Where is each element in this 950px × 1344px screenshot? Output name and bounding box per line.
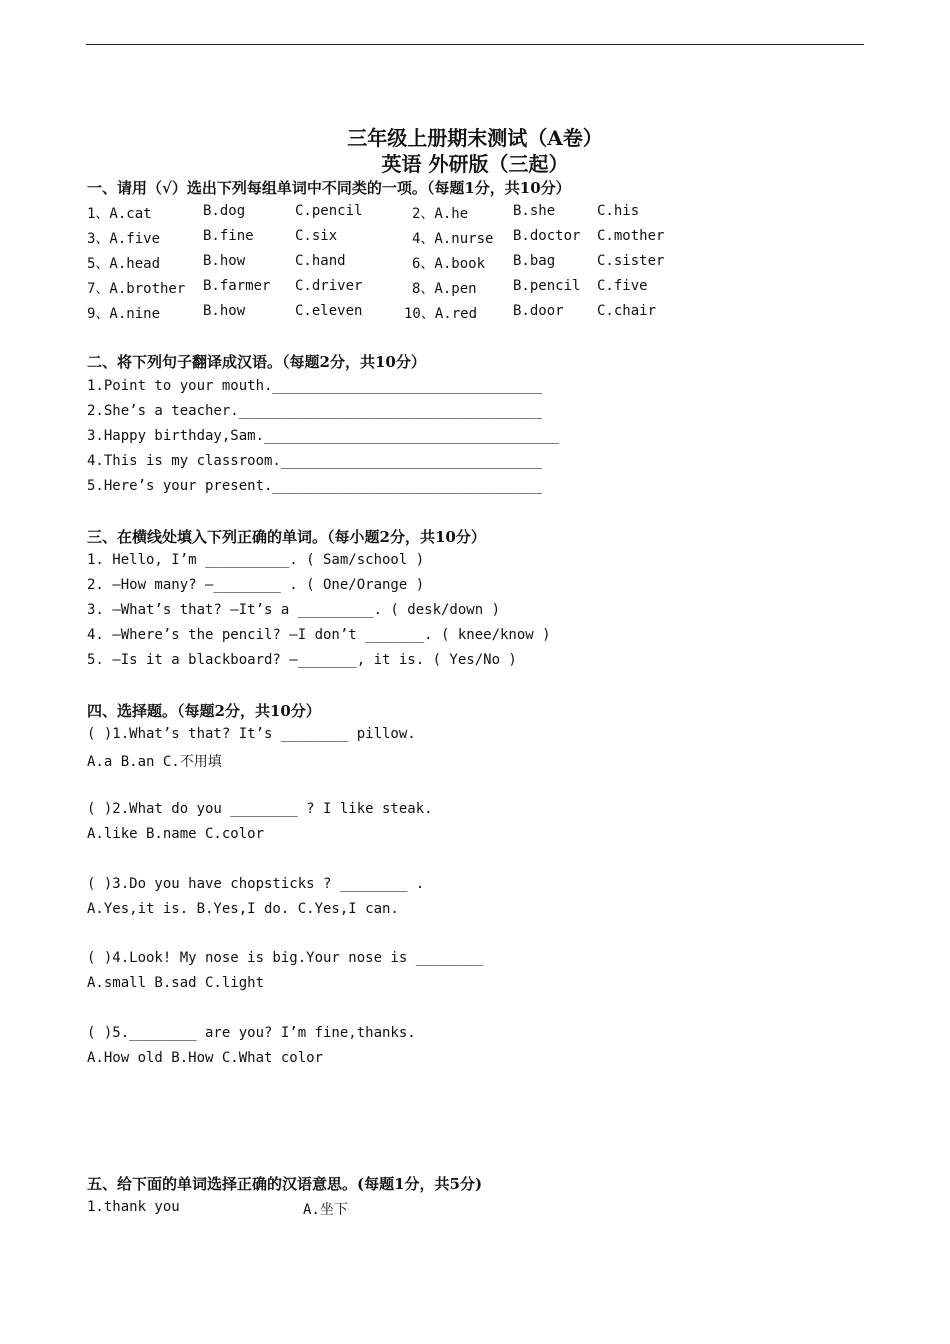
- word-option: C.chair: [597, 303, 657, 319]
- translation-item: 4.This is my classroom._______________________________: [87, 453, 543, 469]
- word-option: B.how: [203, 253, 246, 269]
- word-option: B.dog: [203, 203, 246, 219]
- word-option: 8、A.pen: [412, 281, 477, 297]
- section5-heading: 五、给下面的单词选择正确的汉语意思。(每题1分，共5分): [87, 1175, 483, 1193]
- word-option: B.how: [203, 303, 246, 319]
- word-option: 1、A.cat: [87, 206, 152, 222]
- word-option: 4、A.nurse: [412, 231, 494, 247]
- word-option: 9、A.nine: [87, 306, 161, 322]
- word-option: 10、A.red: [404, 306, 478, 322]
- word-option: B.farmer: [203, 278, 271, 294]
- choice-options: A.Yes,it is. B.Yes,I do. C.Yes,I can.: [87, 901, 399, 917]
- word-option: 7、A.brother: [87, 281, 186, 297]
- word-option: B.fine: [203, 228, 254, 244]
- page-title: 三年级上册期末测试（A卷）: [347, 126, 603, 150]
- fill-blank-item: 2. —How many? —________ . ( One/Orange ): [87, 577, 425, 593]
- section4-heading: 四、选择题。（每题2分，共10分）: [87, 702, 321, 720]
- word-option: C.eleven: [295, 303, 363, 319]
- choice-options: A.How old B.How C.What color: [87, 1050, 324, 1066]
- word-option: C.mother: [597, 228, 665, 244]
- word-option: 3、A.five: [87, 231, 161, 247]
- translation-item: 1.Point to your mouth.________________________________: [87, 378, 543, 394]
- word-option: C.six: [295, 228, 338, 244]
- choice-options: A.small B.sad C.light: [87, 975, 265, 991]
- word-option: C.driver: [295, 278, 363, 294]
- fill-blank-item: 1. Hello, I’m __________. ( Sam/school ): [87, 552, 425, 568]
- choice-question: ( )5.________ are you? I’m fine,thanks.: [87, 1025, 416, 1041]
- header-rule: [86, 44, 864, 45]
- fill-blank-item: 3. —What’s that? —It’s a _________. ( desk/down ): [87, 602, 501, 618]
- fill-blank-item: 4. —Where’s the pencil? —I don’t _______. ( knee/know ): [87, 627, 551, 643]
- translation-item: 2.She’s a teacher.____________________________________: [87, 403, 543, 419]
- section1-heading: 一、请用（√）选出下列每组单词中不同类的一项。（每题1分，共10分）: [87, 179, 571, 197]
- word-option: C.pencil: [295, 203, 363, 219]
- word-option: B.she: [513, 203, 556, 219]
- word-option: C.hand: [295, 253, 346, 269]
- choice-question: ( )1.What’s that? It’s ________ pillow.: [87, 726, 416, 742]
- word-option: C.sister: [597, 253, 665, 269]
- choice-question: ( )2.What do you ________ ? I like steak.: [87, 801, 433, 817]
- word-option: C.his: [597, 203, 640, 219]
- word-option: 5、A.head: [87, 256, 161, 272]
- fill-blank-item: 5. —Is it a blackboard? —_______, it is. ( Yes/No ): [87, 652, 517, 668]
- choice-options: A.like B.name C.color: [87, 826, 265, 842]
- word-option: 6、A.book: [412, 256, 486, 272]
- word-option: 2、A.he: [412, 206, 469, 222]
- match-option: A.坐下: [303, 1202, 348, 1218]
- translation-item: 5.Here’s your present.________________________________: [87, 478, 543, 494]
- word-option: B.door: [513, 303, 564, 319]
- section2-heading: 二、将下列句子翻译成汉语。（每题2分，共10分）: [87, 353, 426, 371]
- page-subtitle: 英语 外研版（三起）: [381, 152, 569, 176]
- word-option: C.five: [597, 278, 648, 294]
- match-word: 1.thank you: [87, 1199, 180, 1215]
- translation-item: 3.Happy birthday,Sam.___________________________________: [87, 428, 560, 444]
- choice-options: A.a B.an C.不用填: [87, 754, 222, 770]
- word-option: B.doctor: [513, 228, 581, 244]
- section3-heading: 三、在横线处填入下列正确的单词。（每小题2分，共10分）: [87, 528, 486, 546]
- choice-question: ( )4.Look! My nose is big.Your nose is ________: [87, 950, 484, 966]
- word-option: B.pencil: [513, 278, 581, 294]
- choice-question: ( )3.Do you have chopsticks ? ________ .: [87, 876, 425, 892]
- word-option: B.bag: [513, 253, 556, 269]
